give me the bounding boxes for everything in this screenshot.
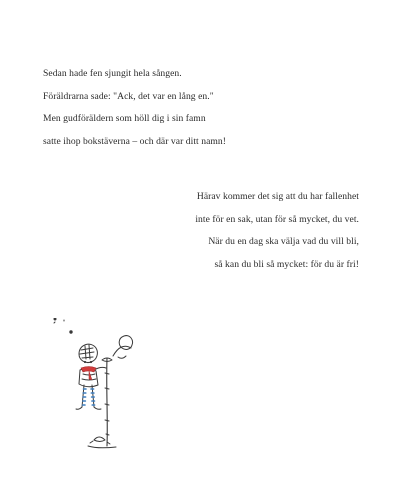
verse-line: Men gudföräldern som höll dig i sin famn <box>43 113 206 124</box>
verse-line: så kan du bli så mycket: för du är fri! <box>214 258 359 270</box>
verse-line: inte för en sak, utan för så mycket, du vet. <box>195 213 359 225</box>
verse-line: Härav kommer det sig att du har fallenhet <box>196 191 359 202</box>
verse-line: satte ihop bokstäverna – och där var ditt namn! <box>43 135 226 147</box>
child-with-magic-wand-drawing-icon <box>52 318 162 468</box>
verse-line: Föräldrarna sade: "Ack, det var en lång en." <box>43 90 214 102</box>
verse-line: När du en dag ska välja vad du vill bli, <box>208 236 359 247</box>
verse-stanza-2 <box>195 186 359 276</box>
verse-line: Sedan hade fen sjungit hela sången. <box>43 68 182 79</box>
verse-stanza-1 <box>43 63 226 153</box>
